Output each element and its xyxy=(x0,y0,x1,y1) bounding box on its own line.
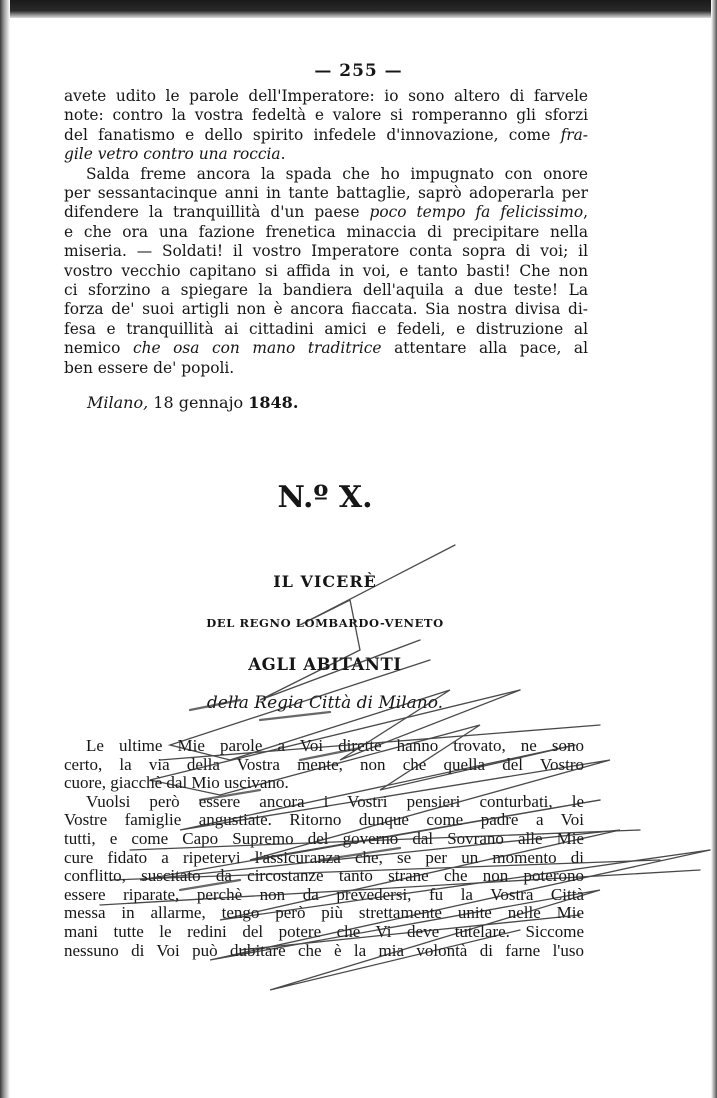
document-number-heading: N.º X. xyxy=(277,480,373,515)
text-line: forza de' suoi artigli non è ancora fiaccata. Sia nostra divisa di- xyxy=(64,300,588,319)
text-line: tutti, e come Capo Supremo del governo dal Sovrano alle Mie xyxy=(64,828,584,848)
text-line: mani tutte le redini del potere che Vi deve tutelare. Siccome xyxy=(64,921,584,941)
text-segment: , xyxy=(583,203,588,222)
text-line: per sessantacinque anni in tante battaglie, saprò adoperarla per xyxy=(64,184,588,203)
text-line: vostro vecchio capitano si affida in voi, e tanto basti! Che non xyxy=(64,261,588,280)
decree-address: AGLI ABITANTI xyxy=(248,655,402,674)
text-line: avete udito le parole dell'Imperatore: io sono altero di farvele xyxy=(64,87,588,105)
text-line: Salda freme ancora la spada che ho impugnato con onore xyxy=(86,164,588,183)
text-segment: . xyxy=(280,145,286,164)
text-line: Vuolsi però essere ancora i Vostri pensieri conturbati, le xyxy=(86,791,584,811)
text-line: ci sforzino a spiegare la bandiera dell'aquila a due teste! La xyxy=(64,281,588,300)
scan-top-shadow xyxy=(0,0,717,18)
italic-segment: gile vetro contro una roccia xyxy=(64,145,281,164)
text-segment: nemico xyxy=(64,339,133,358)
text-segment: del fanatismo e dello spirito infedele d'innovazione, come xyxy=(64,125,561,144)
text-line xyxy=(64,203,588,222)
scan-right-edge xyxy=(711,0,717,1098)
text-line: messa in allarme, tengo però più strettamente unite nelle Mie xyxy=(64,903,584,923)
italic-segment: fra- xyxy=(560,125,588,144)
text-line: certo, la via della Vostra mente, non che quella del Vostro xyxy=(64,754,584,774)
scan-left-binding-shadow xyxy=(0,0,10,1098)
decree-city: della Regia Città di Milano. xyxy=(206,693,444,713)
text-line: ben essere de' popoli. xyxy=(64,358,235,377)
text-line: e che ora una fazione frenetica minaccia di precipitare nella xyxy=(64,222,588,241)
signature-date-line xyxy=(87,393,298,412)
text-line: nessuno di Voi può dubitare che è la mia volontà di farne l'uso xyxy=(64,940,584,960)
signature-place: Milano, xyxy=(87,393,149,412)
text-line: note: contro la vostra fedeltà e valore si romperanno gli sforzi xyxy=(64,106,588,125)
italic-segment: poco tempo fa felicissimo xyxy=(369,203,584,222)
text-line: cure fidato a ripetervi l'assicuranza che, se per un momento di xyxy=(64,847,584,867)
signature-year: 1848. xyxy=(248,393,299,412)
text-line xyxy=(64,145,588,164)
text-line xyxy=(64,126,588,145)
text-line: essere riparate, perchè non da prevedersi, fu la Vostra Città xyxy=(64,884,584,904)
decree-subtitle: DEL REGNO LOMBARDO-VENETO xyxy=(206,616,444,630)
text-segment: attentare alla pace, al xyxy=(381,339,589,358)
text-line: fesa e tranquillità ai cittadini amici e fedeli, e distruzione al xyxy=(64,319,588,338)
decree-title: IL VICERÈ xyxy=(273,572,377,591)
text-line: miseria. — Soldati! il vostro Imperatore conta sopra di voi; il xyxy=(64,242,588,261)
page-number: — 255 — xyxy=(314,61,403,81)
text-segment: difendere la tranquillità d'un paese xyxy=(64,203,370,222)
signature-day-month: 18 gennajo xyxy=(153,393,244,412)
text-line: Vostre famiglie angustiate. Ritorno dunque come padre a Voi xyxy=(64,810,584,830)
text-line: cuore, giacchè dal Mio uscivano. xyxy=(64,773,289,793)
text-line: Le ultime Mie parole a Voi dirette hanno trovato, ne sono xyxy=(86,736,584,755)
text-line: conflitto, suscitato da circostanze tanto strane che non poterono xyxy=(64,866,584,886)
text-line xyxy=(64,339,588,358)
proclamation-text xyxy=(64,87,588,378)
italic-segment: che osa con mano traditrice xyxy=(132,339,382,358)
decree-text xyxy=(64,737,584,960)
